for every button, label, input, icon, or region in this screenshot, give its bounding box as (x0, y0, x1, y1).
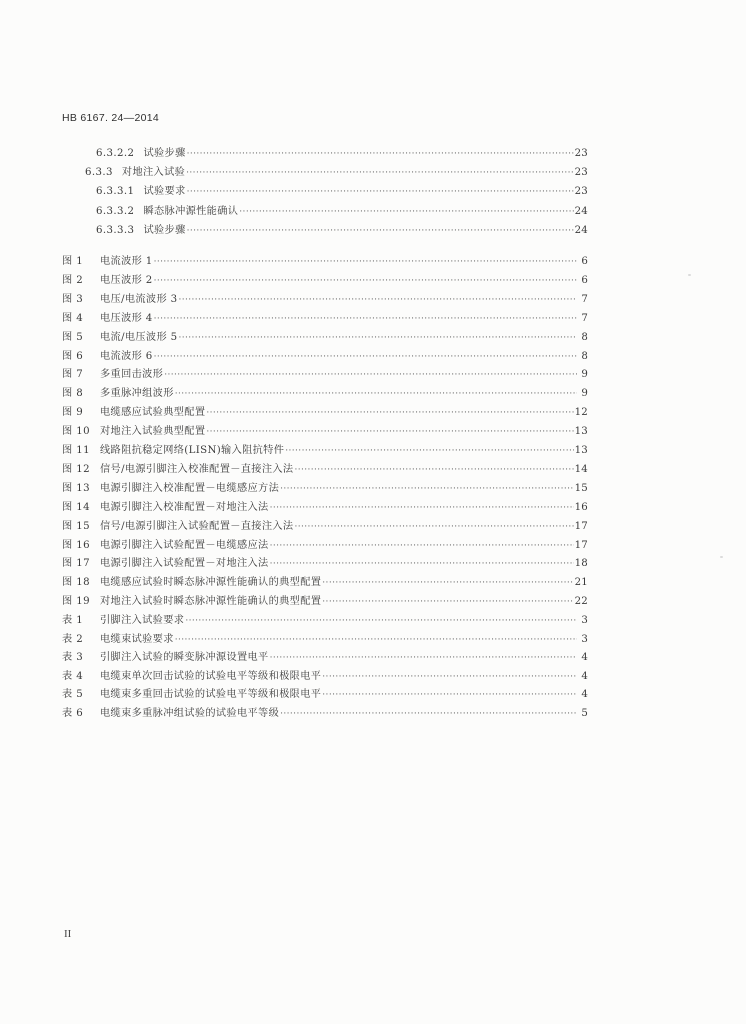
dot-leader (187, 184, 574, 200)
dot-leader (322, 575, 573, 591)
dot-leader (322, 687, 577, 703)
toc-figure-entry[interactable] (62, 273, 588, 289)
toc-figure-entry-page-number: 13 (574, 445, 588, 456)
toc-figure-entry-page-number: 7 (581, 312, 588, 324)
toc-table-entry-label (62, 687, 321, 703)
toc-figure-entry-title: 电源引脚注入试验配置－电缆感应法 (100, 539, 269, 551)
toc-figure-entry-label (62, 273, 153, 289)
scan-speck (720, 556, 723, 558)
dot-leader (294, 519, 573, 535)
dot-leader (154, 254, 577, 270)
toc-figure-entry-title: 电流波形 1 (100, 256, 153, 267)
toc-figure-entry-label (62, 349, 153, 365)
toc-section-entry-label (96, 146, 186, 162)
toc-section-entry[interactable] (96, 184, 588, 200)
toc-figure-entry[interactable] (62, 594, 588, 610)
toc-section-entry-title: 对地注入试验 (121, 167, 186, 179)
toc-figure-entry-page-number: 6 (581, 256, 588, 267)
toc-figure-entry-page-number: 6 (581, 274, 588, 286)
dot-leader (322, 669, 577, 685)
toc-section-entry-label (96, 184, 186, 200)
dot-leader (206, 424, 573, 440)
toc-table-entry-page-number: 3 (581, 615, 588, 626)
toc-figure-entry-title: 电压/电流波形 3 (100, 293, 178, 305)
toc-section-entry-number: 6.3.2.2 (96, 148, 135, 159)
standard-code-header: HB 6167. 24—2014 (62, 112, 160, 124)
toc-section-entry-number: 6.3.3.3 (96, 224, 135, 236)
toc-figure-entry[interactable] (62, 311, 588, 327)
dot-leader (154, 273, 577, 289)
toc-figure-entry-label (62, 500, 269, 516)
toc-figure-entry-title: 电源引脚注入校准配置－电缆感应方法 (100, 482, 280, 494)
toc-figure-entry-page-number: 21 (574, 577, 588, 589)
toc-table-entry[interactable] (62, 706, 588, 722)
toc-figure-entry-page-number: 17 (574, 520, 588, 532)
toc-figure-entry-page-number: 8 (581, 350, 588, 362)
toc-table-entry-label (62, 650, 269, 666)
toc-table-entry-page-number: 5 (581, 708, 588, 719)
toc-figure-entry-page-number: 13 (574, 426, 588, 438)
toc-figure-entry-page-number: 8 (581, 331, 588, 343)
dot-leader (322, 594, 573, 610)
toc-figure-entry[interactable] (62, 538, 588, 554)
toc-table-entry-title: 电缆束试验要求 (100, 633, 174, 645)
toc-figure-entry-number: 图 18 (62, 577, 90, 589)
toc-figure-entry[interactable] (62, 500, 588, 516)
toc-figure-entry-label (62, 462, 293, 478)
toc-figure-entry[interactable] (62, 254, 588, 270)
toc-section-entry-page-number: 24 (574, 224, 588, 236)
toc-figure-entry-title: 对地注入试验典型配置 (100, 426, 206, 438)
toc-figure-entry-number: 图 8 (62, 388, 84, 400)
toc-section-entry-number: 6.3.3.1 (96, 186, 135, 198)
toc-figure-entry-title: 信号/电源引脚注入试验配置－直接注入法 (100, 520, 294, 532)
dot-leader (187, 146, 574, 162)
toc-figure-entry-number: 图 16 (62, 539, 90, 551)
toc-figure-entry-title: 信号/电源引脚注入校准配置－直接注入法 (100, 463, 294, 475)
toc-table-entry-page-number: 4 (581, 689, 588, 701)
toc-figure-entry-label (62, 424, 205, 440)
toc-figure-entry-title: 电流波形 6 (100, 350, 153, 362)
toc-section-entry-number: 6.3.3.2 (96, 205, 135, 217)
toc-figure-entry-number: 图 13 (62, 482, 90, 494)
toc-figure-entry-number: 图 19 (62, 596, 90, 608)
toc-table-entry-number: 表 1 (62, 615, 84, 626)
toc-figure-entry[interactable] (62, 462, 588, 478)
toc-figure-entry-page-number: 14 (574, 463, 588, 475)
toc-figure-entry[interactable] (62, 443, 588, 459)
toc-figure-entry[interactable] (62, 292, 588, 308)
toc-figure-entry-title: 多重脉冲组波形 (100, 388, 174, 400)
toc-table-entry-page-number: 4 (581, 670, 588, 682)
toc-figure-entry-label (62, 405, 205, 421)
toc-table-entry-page-number: 4 (581, 652, 588, 664)
toc-figure-entry-label (62, 330, 177, 346)
toc-figure-entry-number: 图 11 (62, 445, 90, 456)
toc-figure-entry-page-number: 7 (581, 293, 588, 305)
toc-figure-entry-title: 电压波形 4 (100, 312, 153, 324)
dot-leader (178, 292, 577, 308)
toc-figure-entry-number: 图 5 (62, 331, 84, 343)
toc-figure-entry-title: 电源引脚注入试验配置－对地注入法 (100, 558, 269, 570)
toc-figure-entry-number: 图 15 (62, 520, 90, 532)
toc-section-entry[interactable] (96, 146, 588, 162)
dot-leader (270, 556, 574, 572)
toc-figure-entry[interactable] (62, 481, 588, 497)
dot-leader (187, 223, 574, 239)
toc-table-entry-title: 电缆束多重脉冲组试验的试验电平等级 (100, 708, 280, 719)
toc-table-entry-label (62, 613, 184, 629)
dot-leader (270, 500, 574, 516)
toc-section-entry-page-number: 23 (574, 148, 588, 159)
dot-leader (178, 330, 577, 346)
toc-section-entry-page-number: 23 (574, 186, 588, 198)
toc-figure-entry[interactable] (62, 386, 588, 402)
toc-table-entry-number: 表 5 (62, 689, 84, 701)
toc-figure-entry-page-number: 17 (574, 539, 588, 551)
toc-figure-entry-page-number: 18 (574, 558, 588, 570)
toc-figure-entry-number: 图 17 (62, 558, 90, 570)
toc-section-entry-label (96, 204, 238, 220)
toc-table-entry-number: 表 3 (62, 652, 84, 664)
toc-figure-entry-label (62, 367, 163, 383)
toc-table-entry-number: 表 4 (62, 670, 84, 682)
toc-table-entry-title: 电缆束多重回击试验的试验电平等级和极限电平 (100, 689, 322, 701)
toc-figure-entry-label (62, 575, 321, 591)
dot-leader (285, 443, 573, 459)
toc-figure-entry[interactable] (62, 556, 588, 572)
toc-section-entry-page-number: 24 (574, 205, 588, 217)
toc-figure-entry-number: 图 4 (62, 312, 84, 324)
dot-leader (186, 165, 573, 181)
toc-figure-entry-number: 图 10 (62, 426, 90, 438)
dot-leader (270, 538, 574, 554)
toc-table-entry[interactable] (62, 650, 588, 666)
toc-figure-entry-number: 图 1 (62, 256, 84, 267)
dot-leader (239, 204, 573, 220)
toc-table-entry-number: 表 2 (62, 633, 84, 645)
toc-table-entry-page-number: 3 (581, 633, 588, 645)
toc-table-entry-title: 电缆束单次回击试验的试验电平等级和极限电平 (100, 670, 322, 682)
dot-leader (154, 311, 577, 327)
toc-figure-entry-title: 电缆感应试验典型配置 (100, 407, 206, 419)
toc-section-entry-label (85, 165, 185, 181)
toc-figure-entry-number: 图 14 (62, 501, 90, 513)
toc-section-entry-title: 试验步骤 (143, 224, 186, 236)
toc-figure-entry[interactable] (62, 575, 588, 591)
toc-figure-entry-label (62, 311, 153, 327)
toc-figure-entry-number: 图 6 (62, 350, 84, 362)
toc-figure-entry-label (62, 254, 153, 270)
toc-section-entry-title: 瞬态脉冲源性能确认 (143, 205, 239, 217)
dot-leader (164, 367, 577, 383)
toc-figure-entry-label (62, 538, 269, 554)
dot-leader (175, 632, 577, 648)
toc-table-entry-title: 引脚注入试验的瞬变脉冲源设置电平 (100, 652, 269, 664)
toc-section-entry-page-number: 23 (574, 167, 588, 179)
toc-figure-entry-page-number: 9 (581, 388, 588, 400)
toc-figure-entry-number: 图 12 (62, 463, 90, 475)
toc-figure-entry-label (62, 481, 279, 497)
toc-table-entry-number: 表 6 (62, 708, 84, 719)
toc-section-entry[interactable] (85, 165, 588, 181)
toc-figure-entry-title: 线路阻抗稳定网络(LISN)输入阻抗特件 (100, 445, 285, 456)
toc-figure-entry-page-number: 15 (574, 482, 588, 494)
toc-figure-entry[interactable] (62, 367, 588, 383)
toc-figure-entry[interactable] (62, 405, 588, 421)
toc-table-entry[interactable] (62, 613, 588, 629)
toc-figure-entry-number: 图 3 (62, 293, 84, 305)
toc-table-entry-label (62, 706, 279, 722)
toc-table-entry[interactable] (62, 632, 588, 648)
toc-figure-entry-label (62, 292, 177, 308)
toc-section-entry[interactable] (96, 204, 588, 220)
toc-table-entry-title: 引脚注入试验要求 (100, 615, 185, 626)
dot-leader (270, 650, 577, 666)
toc-figure-entry-number: 图 7 (62, 369, 84, 381)
dot-leader (154, 349, 577, 365)
toc-figure-entry-label (62, 519, 293, 535)
scan-speck (688, 274, 691, 276)
toc-section-entry[interactable] (96, 223, 588, 239)
toc-figure-entry-label (62, 556, 269, 572)
toc-figure-entry-title: 电压波形 2 (100, 274, 153, 286)
dot-leader (175, 386, 577, 402)
dot-leader (280, 706, 577, 722)
toc-figure-entry-title: 电源引脚注入校准配置－对地注入法 (100, 501, 269, 513)
toc-figure-entry-label (62, 386, 174, 402)
toc-table-entry-label (62, 669, 321, 685)
toc-figure-entry[interactable] (62, 349, 588, 365)
dot-leader (185, 613, 577, 629)
toc-figure-entry-title: 对地注入试验时瞬态脉冲源性能确认的典型配置 (100, 596, 322, 608)
toc-figure-entry-title: 电缆感应试验时瞬态脉冲源性能确认的典型配置 (100, 577, 322, 589)
page-number-footer: II (64, 928, 72, 940)
toc-figure-entry-page-number: 12 (574, 407, 588, 419)
dot-leader (294, 462, 573, 478)
toc-figure-entry-page-number: 16 (574, 501, 588, 513)
toc-figure-entry-label (62, 594, 321, 610)
toc-figure-entry-label (62, 443, 284, 459)
toc-section-entry-title: 试验步骤 (143, 148, 186, 159)
toc-figure-entry-title: 电流/电压波形 5 (100, 331, 178, 343)
toc-section-entry-title: 试验要求 (143, 186, 186, 198)
toc-figure-entry[interactable] (62, 519, 588, 535)
toc-figure-entry-page-number: 9 (581, 369, 588, 381)
toc-figure-entry-title: 多重回击波形 (100, 369, 164, 381)
toc-figure-entry-number: 图 9 (62, 407, 84, 419)
toc-table-entry[interactable] (62, 687, 588, 703)
toc-table-entry-label (62, 632, 174, 648)
toc-figure-entry[interactable] (62, 424, 588, 440)
toc-section-entry-number: 6.3.3 (85, 167, 113, 179)
toc-figure-entry-page-number: 22 (574, 596, 588, 608)
dot-leader (206, 405, 573, 421)
toc-figure-entry[interactable] (62, 330, 588, 346)
toc-table-entry[interactable] (62, 669, 588, 685)
toc-figure-entry-number: 图 2 (62, 274, 84, 286)
dot-leader (280, 481, 573, 497)
toc-section-entry-label (96, 223, 186, 239)
